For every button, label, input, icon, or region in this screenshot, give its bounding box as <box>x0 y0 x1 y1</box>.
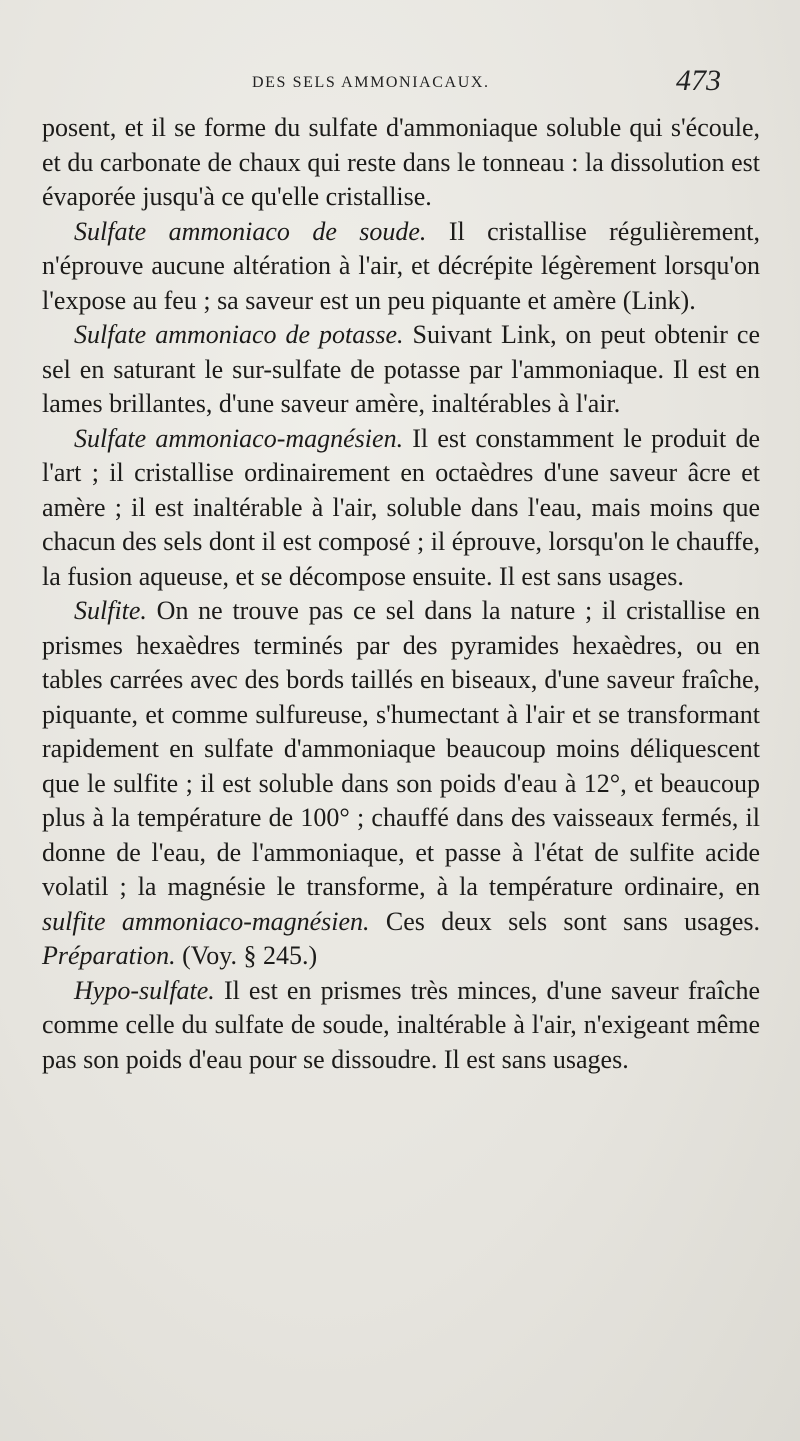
page-number: 473 <box>676 64 721 97</box>
entry-term: Sulfite. <box>74 596 147 625</box>
paragraph-text: Ces deux sels sont sans usages. <box>385 906 760 936</box>
paragraph-text: Il est constamment le produit de l'art ; il cristallise ordinairement en octaèdres d'une saveur âcre et amère ; il est inaltérable à l'air, soluble dans l'eau, mais moins que chacun des sels dont il est composé ; il éprouve, lorsqu'on le chauffe, la fusion aqueuse, et se décompose ensuite. Il est sans usages. <box>42 423 760 591</box>
entry-term: Sulfate ammoniaco de soude. <box>74 216 427 246</box>
paragraph-text: Il cristallise régulièrement, n'éprouve aucune altération à l'air, et décrépite légèrement lorsqu'on l'expose au feu ; sa saveur est un peu piquante et amère (Link). <box>42 216 761 315</box>
paragraph-hypo-sulfate <box>42 974 760 1078</box>
entry-term: Sulfate ammoniaco de potasse. <box>74 320 404 349</box>
paragraph-text: Suivant Link, on peut obtenir ce sel en saturant le sur-sulfate de potasse par l'ammoniaque. Il est en lames brillantes, d'une saveur amère, inaltérables à l'air. <box>42 320 761 418</box>
running-head: DES SELS AMMONIACAUX. <box>252 74 490 91</box>
page-header <box>0 64 800 104</box>
cross-reference: (Voy. § 245.) <box>182 941 318 970</box>
body-text <box>42 111 760 1077</box>
entry-term: Hypo-sulfate. <box>74 975 215 1005</box>
paragraph-continuation <box>42 111 760 215</box>
paragraph-sulfate-ammoniaco-de-soude <box>42 215 760 319</box>
paragraph-sulfate-ammoniaco-magnesien <box>42 422 760 595</box>
paragraph-text: On ne trouve pas ce sel dans la nature ; il cristallise en prismes hexaèdres terminés par des pyramides hexaèdres, ou en tables carrées avec des bords taillés en biseaux, d'une saveur fraîche, piquante, et comme sulfureuse, s'humectant à l'air et se transformant rapidement en sulfate d'ammoniaque beaucoup moins déliquescent que le sulfite ; il est soluble dans son poids d'eau à 12°, et beaucoup plus à la température de 100° ; chauffé dans des vaisseaux fermés, il donne de l'eau, de l'ammoniaque, et passe à l'état de sulfite acide volatil ; la magnésie le transforme, à la température ordinaire, en <box>42 596 760 901</box>
entry-term: Sulfate ammoniaco-magnésien. <box>74 423 404 453</box>
paragraph-text: posent, et il se forme du sulfate d'ammoniaque soluble qui s'écoule, et du carbonate de chaux qui reste dans le tonneau : la dissolution est évaporée jusqu'à ce qu'elle cristallise. <box>42 113 760 211</box>
paragraph-text: Il est en prismes très minces, d'une saveur fraîche comme celle du sulfate de soude, inaltérable à l'air, n'exigeant même pas son poids d'eau pour se dissoudre. Il est sans usages. <box>42 975 760 1074</box>
paragraph-sulfate-ammoniaco-de-potasse <box>42 318 760 422</box>
paragraph-sulfite <box>42 594 760 974</box>
inline-italic-term: sulfite ammoniaco-magnésien. <box>42 906 370 936</box>
inline-italic-term: Préparation. <box>42 941 176 970</box>
